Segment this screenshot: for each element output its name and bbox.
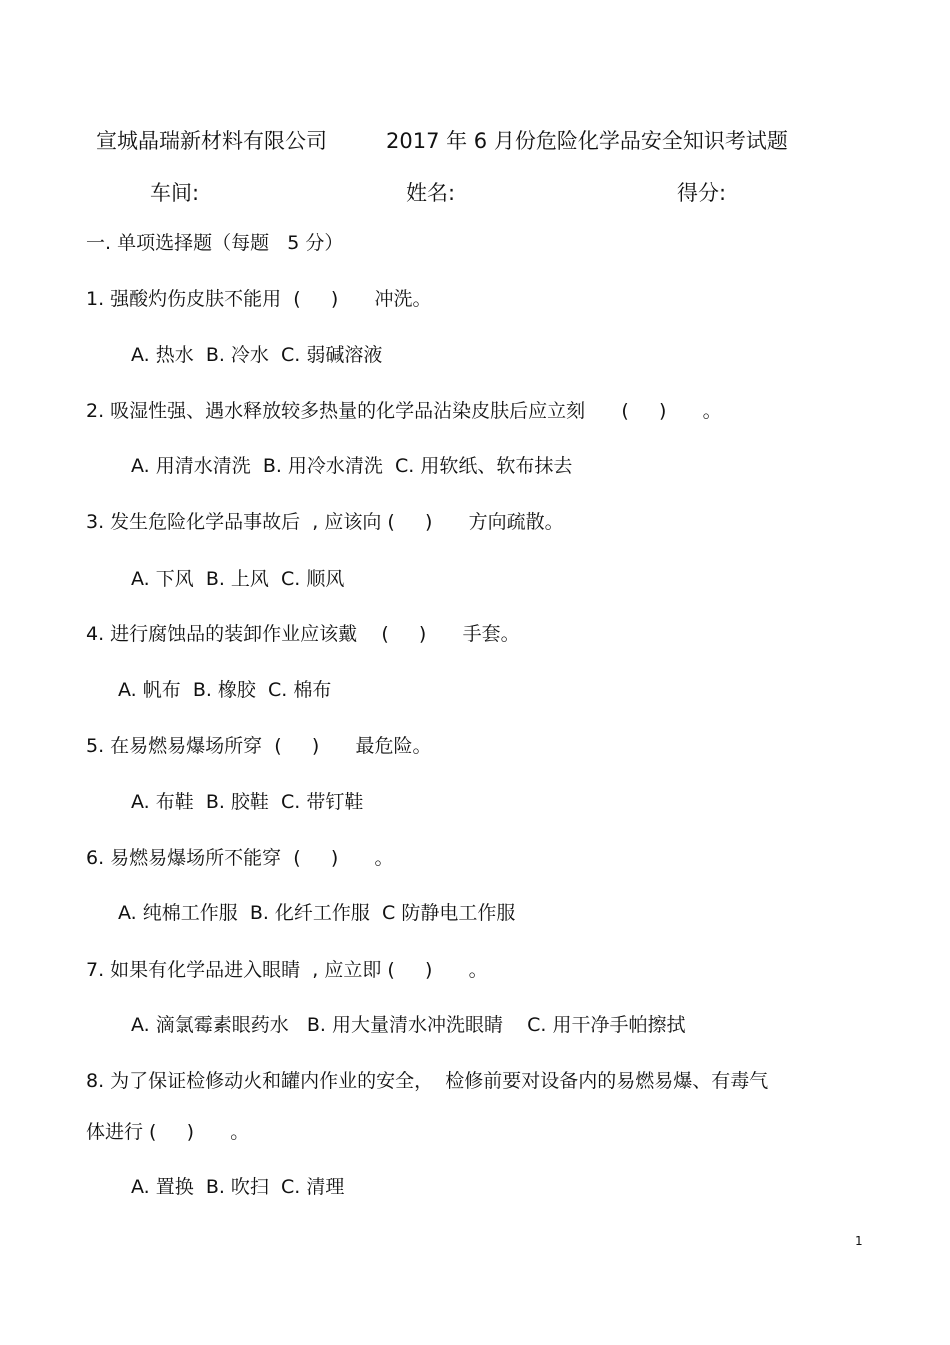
question-2: 2. 吸湿性强、遇水释放较多热量的化学品沾染皮肤后应立刻 ( ) 。 [86,400,722,422]
question-5-options: A. 布鞋 B. 胶鞋 C. 带钉鞋 [131,791,364,813]
question-8: 8. 为了保证检修动火和罐内作业的安全， 检修前要对设备内的易燃易爆、有毒气 [86,1070,769,1092]
question-6-options: A. 纯棉工作服 B. 化纤工作服 C 防静电工作服 [118,902,516,924]
exam-title: 2017 年 6 月份危险化学品安全知识考试题 [386,129,788,153]
question-4-options: A. 帆布 B. 橡胶 C. 棉布 [118,679,332,701]
question-1-options: A. 热水 B. 冷水 C. 弱碱溶液 [131,344,383,366]
question-7: 7. 如果有化学品进入眼睛 , 应立即 ( ) 。 [86,959,488,981]
question-8-options: A. 置换 B. 吹扫 C. 清理 [131,1176,345,1198]
question-4: 4. 进行腐蚀品的装卸作业应该戴 ( ) 手套。 [86,623,520,645]
question-1: 1. 强酸灼伤皮肤不能用 ( ) 冲洗。 [86,288,432,310]
name-field-label: 姓名: [406,181,456,205]
question-5: 5. 在易燃易爆场所穿 ( ) 最危险。 [86,735,432,757]
question-6: 6. 易燃易爆场所不能穿 ( ) 。 [86,847,394,869]
page-number: 1 [855,1234,863,1248]
question-2-options: A. 用清水清洗 B. 用冷水清洗 C. 用软纸、软布抹去 [131,455,573,477]
section-title: 一. 单项选择题（每题 5 分） [86,232,344,254]
question-8-continued: 体进行 ( ) 。 [86,1121,250,1143]
workshop-field-label: 车间: [150,181,200,205]
score-field-label: 得分: [677,181,727,205]
question-7-options: A. 滴氯霉素眼药水 B. 用大量清水冲洗眼睛 C. 用干净手帕擦拭 [131,1014,686,1036]
question-3: 3. 发生危险化学品事故后 , 应该向 ( ) 方向疏散。 [86,511,564,533]
question-3-options: A. 下风 B. 上风 C. 顺风 [131,568,345,590]
company-name: 宣城晶瑞新材料有限公司 [96,129,327,153]
